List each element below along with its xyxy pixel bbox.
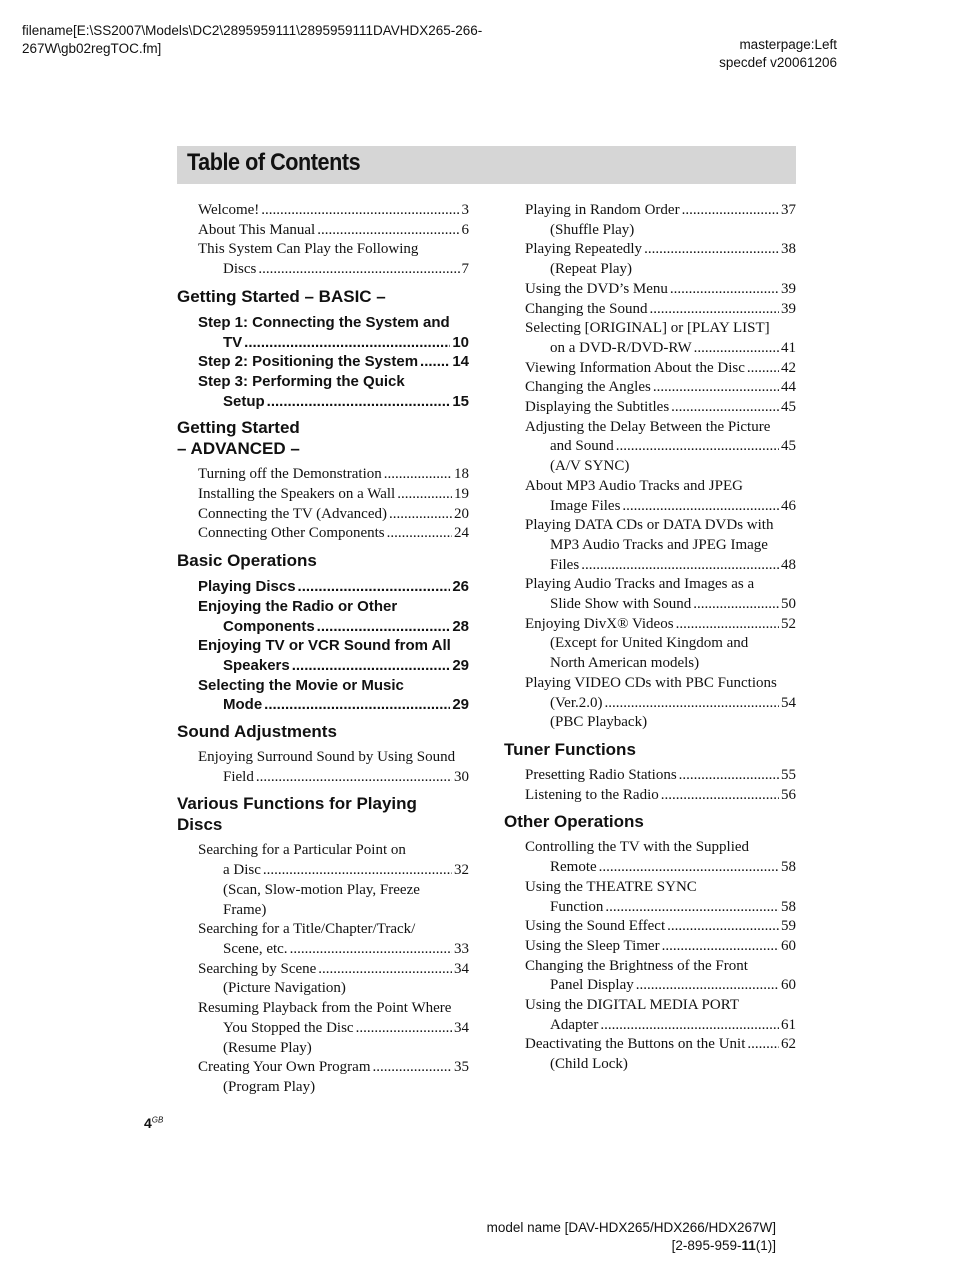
- toc-entry-note: (Scan, Slow-motion Play, Freeze: [223, 881, 420, 898]
- section-heading: [177, 286, 469, 307]
- toc-entry-leader-line: [525, 378, 796, 398]
- dot-leader: [317, 617, 451, 637]
- dot-leader: [616, 437, 779, 457]
- toc-page-number: 52: [781, 615, 796, 632]
- toc-entry: [525, 280, 796, 300]
- toc-entry-leader-line: [525, 1016, 796, 1036]
- dot-leader: [667, 917, 779, 937]
- toc-entry-line: Step 3: Performing the Quick: [198, 372, 405, 390]
- toc-page-number: 19: [454, 486, 469, 503]
- toc-entry: [198, 960, 469, 999]
- toc-entry-line: Searching for a Title/Chapter/Track/: [198, 921, 416, 938]
- dot-leader: [747, 359, 779, 379]
- toc-entry-title: Listening to the Radio: [525, 786, 659, 803]
- toc-entry-title: Field: [223, 768, 254, 785]
- section-heading-line: – ADVANCED –: [177, 439, 300, 459]
- toc-entry-line: Using the THEATRE SYNC: [525, 878, 697, 895]
- dot-leader: [636, 976, 779, 996]
- dot-leader: [298, 577, 451, 597]
- section-heading-line: Discs: [177, 815, 223, 835]
- toc-entry: [525, 418, 796, 477]
- toc-entry-leader-line: [198, 221, 469, 241]
- toc-entry-title: Playing in Random Order: [525, 202, 680, 218]
- dot-leader: [389, 505, 452, 525]
- toc-entry: [198, 505, 469, 525]
- toc-entry-title: Turning off the Demonstration: [198, 466, 382, 483]
- toc-entry-title: Speakers: [223, 656, 290, 674]
- toc-entry-line: This System Can Play the Following: [198, 241, 419, 258]
- toc-entry-note: (Resume Play): [223, 1039, 312, 1056]
- toc-entry-title: TV: [223, 333, 243, 351]
- toc-entry-note: North American models): [550, 655, 700, 672]
- toc-entry-leader-line: [525, 359, 796, 379]
- toc-entry-title: Slide Show with Sound: [550, 596, 692, 613]
- toc-entry-title: Searching by Scene: [198, 960, 317, 977]
- toc-entry-leader-line: [525, 595, 796, 615]
- dot-leader: [263, 861, 452, 881]
- section-heading: [177, 550, 469, 571]
- toc-entry: [525, 838, 796, 877]
- title-bar: [177, 146, 796, 184]
- dot-leader: [605, 694, 780, 714]
- toc-entry-title: Remote: [550, 859, 597, 876]
- toc-entry-title: a Disc: [223, 862, 261, 879]
- dot-leader: [290, 940, 452, 960]
- toc-page-number: 6: [461, 221, 469, 238]
- masterpage-label: masterpage:Left: [739, 37, 837, 52]
- toc-entry: [198, 676, 469, 715]
- toc-page-number: 62: [781, 1036, 796, 1053]
- specdef-label: specdef v20061206: [719, 55, 837, 70]
- toc-entry: [525, 516, 796, 575]
- toc-page-number: 45: [781, 399, 796, 416]
- section-heading: [177, 417, 469, 459]
- toc-entry-leader-line: [198, 940, 469, 960]
- toc-entry-leader-line: [525, 339, 796, 359]
- dot-leader: [670, 280, 779, 300]
- toc-entry-line: Selecting [ORIGINAL] or [PLAY LIST]: [525, 320, 770, 337]
- toc-entry-leader-line: [198, 577, 469, 597]
- page-suffix: GB: [151, 1115, 164, 1125]
- dot-leader: [694, 339, 779, 359]
- toc-page-number: 39: [781, 280, 796, 297]
- toc-entry-title: Panel Display: [550, 977, 634, 994]
- toc-page-number: 44: [781, 379, 796, 396]
- page-number: $4^{GB}$: [144, 1115, 164, 1131]
- toc-page-number: 50: [781, 596, 796, 613]
- toc-entry: [525, 1035, 796, 1074]
- toc-entry: [525, 398, 796, 418]
- dot-leader: [693, 595, 779, 615]
- toc-entry-title: Connecting the TV (Advanced): [198, 505, 387, 522]
- toc-page-number: 38: [781, 241, 796, 258]
- dot-leader: [292, 656, 451, 676]
- toc-page-number: 54: [781, 694, 796, 711]
- toc-entry-leader-line: [525, 694, 796, 714]
- toc-entry-leader-line: [198, 352, 469, 372]
- toc-page-number: 42: [781, 359, 796, 376]
- toc-entry-title: (Ver.2.0): [550, 694, 603, 711]
- toc-entry-leader-line: [525, 240, 796, 260]
- dot-leader: [258, 260, 459, 280]
- toc-entry-title: Playing Repeatedly: [525, 241, 643, 258]
- toc-entry-line: Controlling the TV with the Supplied: [525, 839, 750, 856]
- toc-page-number: 18: [454, 466, 469, 483]
- masterpage-header: [719, 36, 837, 72]
- section-heading-line: Basic Operations: [177, 551, 317, 571]
- dot-leader: [318, 960, 452, 980]
- toc-entry-line: Step 1: Connecting the System and: [198, 313, 450, 331]
- toc-page-number: 7: [461, 261, 469, 278]
- dot-leader: [317, 221, 459, 241]
- toc-page-number: 37: [781, 202, 796, 218]
- toc-entry-line: Enjoying TV or VCR Sound from All: [198, 637, 451, 655]
- toc-entry-leader-line: [198, 392, 469, 412]
- toc-right-column: [504, 201, 796, 1075]
- toc-entry-leader-line: [198, 201, 469, 221]
- dot-leader: [356, 1019, 452, 1039]
- toc-entry: [525, 615, 796, 674]
- toc-entry: [525, 575, 796, 614]
- toc-entry-title: Image Files: [550, 497, 621, 514]
- footer: [487, 1219, 776, 1255]
- toc-entry: [525, 477, 796, 516]
- toc-entry-leader-line: [525, 615, 796, 635]
- toc-entry-title: Files: [550, 556, 580, 573]
- toc-entry-note: (A/V SYNC): [550, 458, 630, 475]
- toc-entry: [525, 319, 796, 358]
- toc-page-number: 46: [781, 497, 796, 514]
- toc-entry-title: You Stopped the Disc: [223, 1019, 354, 1036]
- toc-entry-title: Enjoying DivX® Videos: [525, 615, 674, 632]
- toc-page-number: 24: [454, 525, 469, 542]
- dot-leader: [387, 524, 452, 544]
- toc-entry-title: Presetting Radio Stations: [525, 766, 677, 783]
- dot-leader: [256, 768, 452, 788]
- toc-entry: [198, 221, 469, 241]
- toc-page-number: 39: [781, 300, 796, 317]
- toc-page-number: 61: [781, 1016, 796, 1033]
- section-heading-line: Getting Started – BASIC –: [177, 286, 386, 306]
- toc-entry-line: Searching for a Particular Point on: [198, 842, 406, 859]
- toc-page-number: 60: [781, 977, 796, 994]
- toc-entry: [525, 957, 796, 996]
- toc-page-number: 56: [781, 786, 796, 803]
- toc-entry-line: Changing the Brightness of the Front: [525, 957, 748, 974]
- toc-entry-note: Frame): [223, 901, 267, 918]
- toc-entry: [525, 201, 796, 240]
- dot-leader: [373, 1058, 453, 1078]
- toc-entry-title: Creating Your Own Program: [198, 1059, 371, 1076]
- toc-entry-leader-line: [525, 300, 796, 320]
- toc-entry-title: Displaying the Subtitles: [525, 399, 670, 416]
- toc-entry-title: and Sound: [550, 438, 614, 455]
- toc-entry-note: (Program Play): [223, 1078, 316, 1095]
- toc-page-number: 34: [454, 960, 469, 977]
- toc-entry: [198, 465, 469, 485]
- toc-entry: [198, 372, 469, 411]
- toc-entry-title: Using the Sleep Timer: [525, 937, 660, 954]
- dot-leader: [264, 695, 450, 715]
- toc-entry-title: Changing the Angles: [525, 379, 651, 396]
- dot-leader: [605, 898, 779, 918]
- toc-entry-title: Welcome!: [198, 202, 260, 218]
- toc-entry-line: Adjusting the Delay Between the Picture: [525, 418, 771, 435]
- toc-page-number: 48: [781, 556, 796, 573]
- toc-entry-title: Using the Sound Effect: [525, 918, 666, 935]
- toc-entry-title: on a DVD-R/DVD-RW: [550, 339, 692, 356]
- toc-entry-line: Using the DIGITAL MEDIA PORT: [525, 997, 739, 1014]
- toc-entry-leader-line: [198, 260, 469, 280]
- toc-entry-title: Mode: [223, 696, 263, 714]
- toc-entry-title: Using the DVD’s Menu: [525, 280, 668, 297]
- toc-page-number: 30: [454, 768, 469, 785]
- toc-entry-leader-line: [198, 1019, 469, 1039]
- toc-entry: [198, 636, 469, 675]
- toc-entry-line: Playing Audio Tracks and Images as a: [525, 576, 755, 593]
- dot-leader: [599, 858, 779, 878]
- toc-entry-line: Enjoying Surround Sound by Using Sound: [198, 749, 456, 766]
- toc-entry-leader-line: [525, 898, 796, 918]
- toc-entry: [525, 937, 796, 957]
- dot-leader: [420, 352, 450, 372]
- toc-page-number: 59: [781, 918, 796, 935]
- toc-entry-title: Viewing Information About the Disc: [525, 359, 745, 376]
- toc-entry-leader-line: [525, 976, 796, 996]
- toc-entry: [198, 597, 469, 636]
- dot-leader: [384, 465, 452, 485]
- toc-page-number: 34: [454, 1019, 469, 1036]
- toc-entry-line: About MP3 Audio Tracks and JPEG: [525, 477, 743, 494]
- toc-entry-title: Components: [223, 617, 315, 635]
- toc-entry: [198, 748, 469, 787]
- section-heading-line: Getting Started: [177, 418, 300, 438]
- dot-leader: [261, 201, 459, 221]
- toc-entry-leader-line: [198, 505, 469, 525]
- toc-entry-line: Playing VIDEO CDs with PBC Functions: [525, 674, 777, 691]
- toc-entry-note: (Except for United Kingdom and: [550, 635, 749, 652]
- toc-entry-leader-line: [198, 656, 469, 676]
- filename-line-2: 267W\gb02regTOC.fm]: [22, 41, 162, 56]
- toc-entry: [525, 378, 796, 398]
- toc-entry: [198, 485, 469, 505]
- toc-entry: [198, 524, 469, 544]
- toc-page-number: 3: [461, 202, 469, 218]
- dot-leader: [581, 556, 779, 576]
- toc-entry-leader-line: [525, 766, 796, 786]
- dot-leader: [676, 615, 779, 635]
- dot-leader: [679, 766, 779, 786]
- toc-page-number: 32: [454, 862, 469, 879]
- toc-entry: [198, 313, 469, 352]
- toc-page-number: 58: [781, 859, 796, 876]
- toc-entry: [198, 577, 469, 597]
- dot-leader: [397, 485, 452, 505]
- toc-entry-note: (Repeat Play): [550, 261, 633, 278]
- dot-leader: [244, 333, 450, 353]
- dot-leader: [622, 497, 779, 517]
- page-title: Table of Contents: [187, 149, 361, 176]
- toc-entry-leader-line: [198, 1058, 469, 1078]
- filename-line-1: filename[E:\SS2007\Models\DC2\2895959111\2895959111DAVHDX265-266-: [22, 23, 483, 38]
- dot-leader: [653, 378, 779, 398]
- toc-entry-leader-line: [198, 333, 469, 353]
- toc-entry: [525, 996, 796, 1035]
- toc-page-number: 29: [452, 656, 469, 674]
- toc-entry-leader-line: [525, 398, 796, 418]
- toc-entry: [198, 240, 469, 279]
- toc-entry: [525, 786, 796, 806]
- part-number: [2-895-959-11(1)]: [671, 1238, 776, 1253]
- toc-entry-leader-line: [198, 485, 469, 505]
- toc-page-number: 45: [781, 438, 796, 455]
- toc-entry-title: Installing the Speakers on a Wall: [198, 486, 396, 503]
- dot-leader: [267, 392, 451, 412]
- toc-entry: [525, 300, 796, 320]
- section-heading-line: Tuner Functions: [504, 739, 636, 759]
- section-heading: [177, 793, 469, 835]
- toc-entry-leader-line: [525, 201, 796, 221]
- toc-entry-line: Selecting the Movie or Music: [198, 676, 404, 694]
- toc-entry-leader-line: [198, 768, 469, 788]
- toc-entry-line: Playing DATA CDs or DATA DVDs with: [525, 517, 774, 534]
- toc-entry-title: About This Manual: [198, 221, 316, 238]
- toc-page-number: 20: [454, 505, 469, 522]
- toc-entry: [198, 201, 469, 221]
- section-heading-line: Various Functions for Playing: [177, 794, 417, 814]
- toc-entry-note: (Picture Navigation): [223, 980, 346, 997]
- model-name: model name [DAV-HDX265/HDX266/HDX267W]: [486, 1220, 776, 1235]
- toc-entry: [525, 240, 796, 279]
- toc-entry: [525, 917, 796, 937]
- toc-page-number: 33: [454, 940, 469, 957]
- toc-page-number: 15: [452, 392, 469, 410]
- toc-entry-line: Resuming Playback from the Point Where: [198, 1000, 452, 1017]
- toc-page-number: 55: [781, 766, 796, 783]
- toc-entry-leader-line: [525, 497, 796, 517]
- toc-entry: [525, 359, 796, 379]
- toc-entry-leader-line: [198, 695, 469, 715]
- toc-entry-line: MP3 Audio Tracks and JPEG Image: [550, 536, 768, 553]
- toc-entry-title: Discs: [223, 261, 257, 278]
- toc-entry-leader-line: [525, 858, 796, 878]
- dot-leader: [747, 1035, 779, 1055]
- toc-entry: [525, 766, 796, 786]
- toc-entry-leader-line: [525, 786, 796, 806]
- toc-entry: [525, 878, 796, 917]
- toc-entry-note: (Child Lock): [550, 1056, 628, 1073]
- toc-page-number: 58: [781, 898, 796, 915]
- section-heading: [504, 739, 796, 760]
- toc-entry: [198, 1058, 469, 1097]
- toc-entry-title: Scene, etc.: [223, 940, 288, 957]
- toc-entry-leader-line: [525, 437, 796, 457]
- toc-entry-leader-line: [525, 917, 796, 937]
- toc-entry: [198, 841, 469, 920]
- toc-entry-leader-line: [198, 960, 469, 980]
- dot-leader: [600, 1016, 779, 1036]
- toc-entry-title: Connecting Other Components: [198, 525, 385, 542]
- section-heading-line: Sound Adjustments: [177, 722, 337, 742]
- toc-page-number: 35: [454, 1059, 469, 1076]
- toc-page-number: 10: [452, 333, 469, 351]
- toc-entry-title: Step 2: Positioning the System: [198, 353, 419, 371]
- toc-left-column: [177, 201, 469, 1098]
- toc-page-number: 60: [781, 937, 796, 954]
- toc-entry-note: (PBC Playback): [550, 714, 648, 731]
- toc-page-number: 28: [452, 617, 469, 635]
- section-heading-line: Other Operations: [504, 812, 644, 832]
- toc-page-number: 26: [452, 578, 469, 596]
- toc-entry-title: Playing Discs: [198, 578, 296, 596]
- toc-entry-note: (Shuffle Play): [550, 221, 635, 238]
- toc-entry-title: Function: [550, 898, 604, 915]
- toc-entry-leader-line: [525, 937, 796, 957]
- dot-leader: [644, 240, 779, 260]
- toc-page-number: 29: [452, 696, 469, 714]
- toc-page-number: 41: [781, 339, 796, 356]
- filename-header: [22, 22, 542, 58]
- toc-entry-leader-line: [525, 556, 796, 576]
- dot-leader: [682, 201, 779, 221]
- toc-entry-title: Setup: [223, 392, 265, 410]
- toc-entry-line: Enjoying the Radio or Other: [198, 597, 398, 615]
- toc-entry-title: Changing the Sound: [525, 300, 648, 317]
- section-heading: [504, 811, 796, 832]
- toc-entry-title: Adapter: [550, 1016, 599, 1033]
- toc-page-number: 14: [452, 353, 469, 371]
- toc-entry: [198, 999, 469, 1058]
- dot-leader: [661, 786, 779, 806]
- toc-entry-title: Deactivating the Buttons on the Unit: [525, 1036, 746, 1053]
- dot-leader: [650, 300, 780, 320]
- toc-entry-leader-line: [525, 1035, 796, 1055]
- toc-entry: [198, 920, 469, 959]
- toc-entry-leader-line: [198, 465, 469, 485]
- dot-leader: [662, 937, 779, 957]
- toc-entry-leader-line: [198, 524, 469, 544]
- toc-entry: [198, 352, 469, 372]
- toc-entry-leader-line: [198, 861, 469, 881]
- toc-entry: [525, 674, 796, 733]
- section-heading: [177, 721, 469, 742]
- toc-entry-leader-line: [525, 280, 796, 300]
- toc-entry-leader-line: [198, 617, 469, 637]
- dot-leader: [671, 398, 779, 418]
